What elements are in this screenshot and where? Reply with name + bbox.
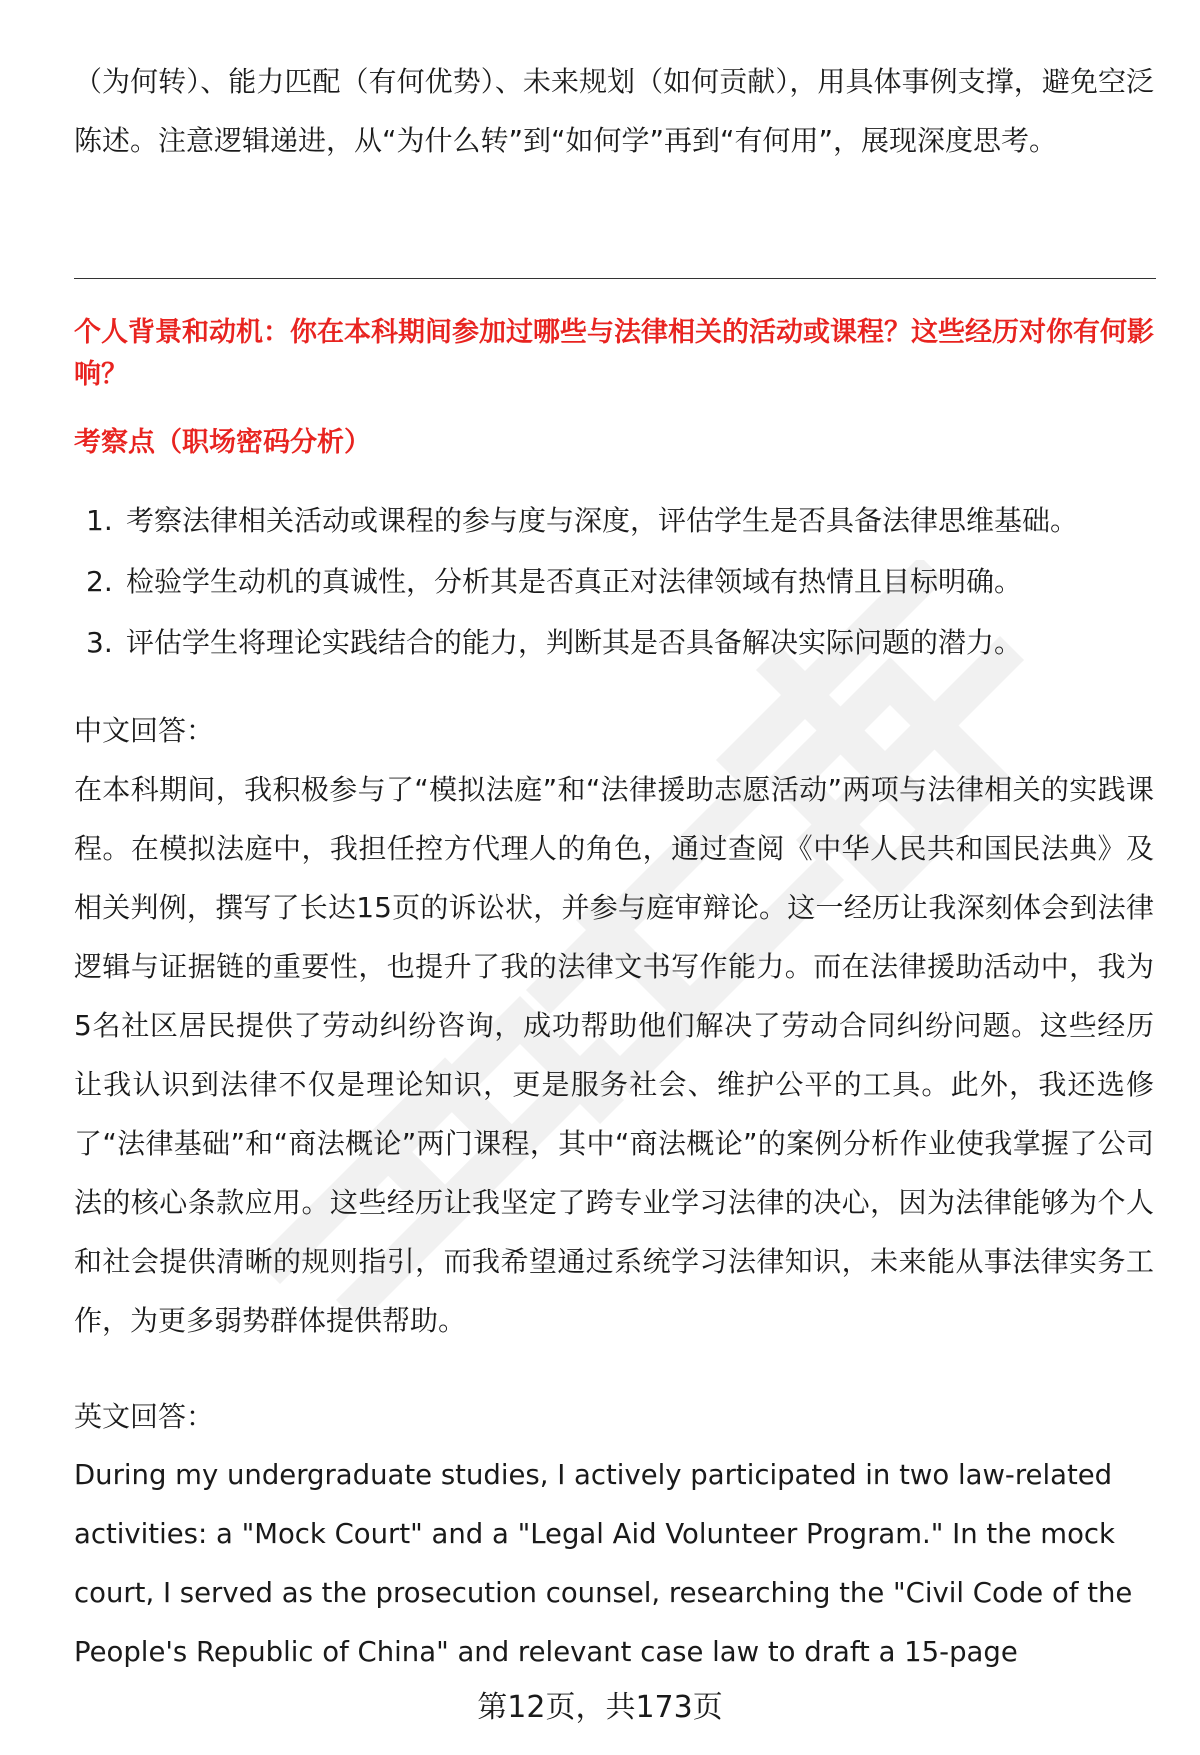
page-number-footer: 第12页，共173页 — [477, 1690, 723, 1725]
focus-point-text: 检验学生动机的真诚性，分析其是否真正对法律领域有热情且目标明确。 — [126, 565, 1023, 598]
focus-point-item — [74, 490, 1164, 551]
focus-points-title: 考察点（职场密码分析） — [74, 427, 371, 458]
focus-point-item — [74, 612, 1164, 673]
focus-point-number: 1. — [86, 504, 113, 537]
focus-points-list — [74, 490, 1164, 673]
section-divider — [74, 278, 1156, 279]
chinese-answer-text: 在本科期间，我积极参与了“模拟法庭”和“法律援助志愿活动”两项与法律相关的实践课程。在模拟法庭中，我担任控方代理人的角色，通过查阅《中华人民共和国民法典》及相关判例，撰写了长达15页的诉讼状，并参与庭审辩论。这一经历让我深刻体会到法律逻辑与证据链的重要性，也提升了我的法律文书写作能力。而在法律援助活动中，我为5名社区居民提供了劳动纠纷咨询，成功帮助他们解决了劳动合同纠纷问题。这些经历让我认识到法律不仅是理论知识，更是服务社会、维护公平的工具。此外，我还选修了“法律基础”和“商法概论”两门课程，其中“商法概论”的案例分析作业使我掌握了公司法的核心条款应用。这些经历让我坚定了跨专业学习法律的决心，因为法律能够为个人和社会提供清晰的规则指引，而我希望通过系统学习法律知识，未来能从事法律实务工作，为更多弱势群体提供帮助。 — [74, 773, 1154, 1337]
focus-point-number: 2. — [86, 565, 113, 598]
question-title: 个人背景和动机：你在本科期间参加过哪些与法律相关的活动或课程？这些经历对你有何影响？ — [74, 317, 1154, 390]
focus-point-text: 考察法律相关活动或课程的参与度与深度，评估学生是否具备法律思维基础。 — [126, 504, 1079, 537]
english-answer-text: During my undergraduate studies, I actively participated in two law-related activities: a "Mock Court" and a "Legal Aid Volunteer Program." In the mock court, I served as the prosecution counsel, researching the "Civil Code of the People's Republic of China" and relevant case law to draft a 15-page — [74, 1459, 1133, 1668]
focus-point-item — [74, 551, 1164, 612]
focus-point-text: 评估学生将理论实践结合的能力，判断其是否具备解决实际问题的潜力。 — [126, 626, 1023, 659]
intro-paragraph: （为何转）、能力匹配（有何优势）、未来规划（如何贡献），用具体事例支撑，避免空泛陈述。注意逻辑递进，从“为什么转”到“如何学”再到“有何用”，展现深度思考。 — [74, 65, 1154, 157]
focus-point-number: 3. — [86, 626, 113, 659]
chinese-answer-label: 中文回答： — [74, 714, 215, 747]
english-answer-label: 英文回答： — [74, 1400, 215, 1433]
